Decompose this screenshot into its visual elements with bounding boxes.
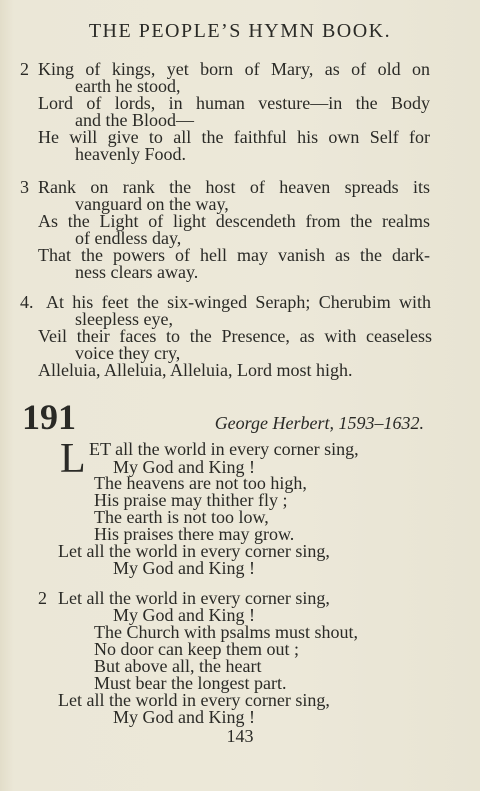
hymn-line: Let all the world in every corner sing, bbox=[58, 588, 330, 608]
hymn-line: vanguard on the way, bbox=[75, 194, 229, 214]
hymn-line: No door can keep them out ; bbox=[94, 639, 299, 659]
hymn-line: The earth is not too low, bbox=[94, 507, 269, 527]
hymn-number: 191 bbox=[22, 397, 76, 437]
hymn-line: He will give to all the faithful his own Self for bbox=[38, 127, 430, 147]
hymn-line: voice they cry, bbox=[75, 343, 181, 363]
hymn-line: The Church with psalms must shout, bbox=[94, 622, 358, 642]
stanza-number: 3 bbox=[20, 177, 29, 197]
verse-number: 2 bbox=[38, 588, 47, 608]
hymn-line: and the Blood— bbox=[75, 110, 194, 130]
hymn-line: The heavens are not too high, bbox=[94, 473, 307, 493]
hymn-line: Rank on rank the host of heaven spreads its bbox=[38, 177, 430, 197]
hymn-line: King of kings, yet born of Mary, as of old on bbox=[38, 59, 430, 79]
hymn-line: Let all the world in every corner sing, bbox=[58, 541, 330, 561]
hymn-line: His praise may thither fly ; bbox=[94, 490, 288, 510]
hymn-line: As the Light of light descendeth from the realms bbox=[38, 211, 430, 231]
hymn-line: sleepless eye, bbox=[75, 309, 173, 329]
hymn-line: Let all the world in every corner sing, bbox=[58, 690, 330, 710]
hymn-author: George Herbert, 1593–1632. bbox=[214, 413, 424, 433]
stanza-number: 4. bbox=[20, 292, 34, 312]
stanza-number: 2 bbox=[20, 59, 29, 79]
hymn-line: That the powers of hell may vanish as the dark- bbox=[38, 245, 430, 265]
hymn-line: His praises there may grow. bbox=[94, 524, 295, 544]
hymn-line: Alleluia, Alleluia, Alleluia, Lord most high. bbox=[38, 360, 353, 380]
hymn-line: My God and King ! bbox=[113, 707, 255, 727]
hymn-line: My God and King ! bbox=[113, 558, 255, 578]
hymn-line: Must bear the longest part. bbox=[94, 673, 287, 693]
hymn-line: My God and King ! bbox=[113, 457, 255, 477]
running-header: THE PEOPLE’S HYMN BOOK. bbox=[88, 20, 392, 42]
page-number: 143 bbox=[226, 726, 254, 746]
hymn-line: ET all the world in every corner sing, bbox=[89, 439, 359, 459]
hymn-line: But above all, the heart bbox=[94, 656, 262, 676]
hymn-line: earth he stood, bbox=[75, 76, 181, 96]
drop-cap: L bbox=[60, 436, 86, 482]
hymn-line: heavenly Food. bbox=[75, 144, 186, 164]
hymn-line: ness clears away. bbox=[75, 262, 199, 282]
hymn-line: My God and King ! bbox=[113, 605, 255, 625]
hymn-line: At his feet the six-winged Seraph; Cherubim with bbox=[46, 292, 431, 312]
hymn-line: of endless day, bbox=[75, 228, 182, 248]
hymn-line: Veil their faces to the Presence, as with ceaseless bbox=[38, 326, 432, 346]
hymn-line: Lord of lords, in human vesture—in the Body bbox=[38, 93, 430, 113]
